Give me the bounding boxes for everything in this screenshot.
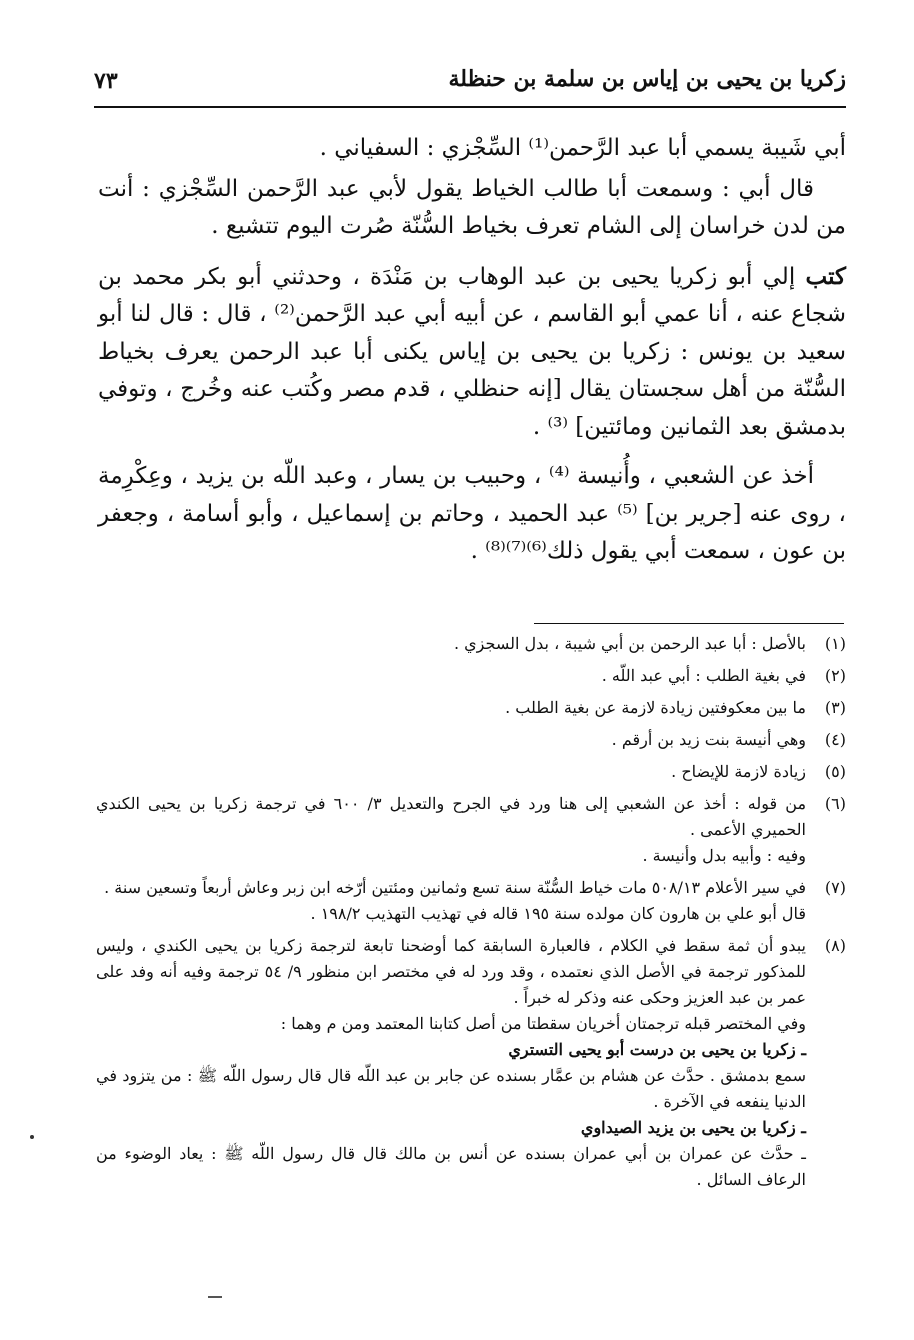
footnote-7	[96, 875, 846, 927]
footnote-number: (٥)	[824, 762, 846, 781]
footnote-divider	[534, 623, 844, 624]
footnote-5	[96, 759, 846, 785]
footnote-1	[96, 631, 846, 657]
footnote-3	[96, 695, 846, 721]
running-header	[94, 58, 846, 108]
footnote-2	[96, 663, 846, 689]
paragraph-1: أبي شَيبة يسمي أبا عبد الرَّحمن⁽¹⁾ السِّجْزي : السفياني .	[319, 135, 846, 161]
paragraph-4	[98, 458, 846, 571]
running-title: زكريا بن يحيى بن إياس بن سلمة بن حنظلة	[448, 66, 846, 92]
footnote-4	[96, 727, 846, 753]
footnote-line: من قوله : أخذ عن الشعبي إلى هنا ورد في الجرح والتعديل ٣/ ٦٠٠ في ترجمة زكريا بن يحيى الكندي الحميري الأعمى .	[96, 794, 807, 839]
footnote-number: (٤)	[824, 730, 846, 749]
footnote-subheading: ـ زكريا بن يحيى بن درست أبو يحيى التستري	[508, 1040, 806, 1059]
footnote-number: (٦)	[824, 794, 846, 813]
footnote-6	[96, 791, 846, 869]
footnote-line: ـ حدَّث عن عمران بن أبي عمران بسنده عن أنس بن مالك قال قال رسول اللّه ﷺ : يعاد الوضوء من الرعاف السائل .	[96, 1144, 806, 1189]
paragraph-3-text: إلي أبو زكريا يحيى بن عبد الوهاب بن مَنْدَة ، وحدثني أبو بكر محمد بن شجاع عنه ، أنا عمي أبو القاسم ، عن أبيه أبي عبد الرَّحمن⁽²⁾ ، قال : قال لنا أبو سعيد بن يونس : زكريا بن يحيى بن إياس يكنى أبا عبد الرحمن يعرف بخياط السُّنّة من أهل سجستان يقال [إنه حنظلي ، قدم مصر وكُتب عنه وخُرج ، وتوفي بدمشق بعد الثمانين ومائتين] ⁽³⁾ .	[98, 263, 846, 440]
footnote-number: (١)	[824, 634, 846, 653]
paragraph-3-lead-word: كتب	[805, 262, 846, 290]
footnote-8	[96, 933, 846, 1193]
footnote-line: في سير الأعلام ٥٠٨/١٣ مات خياط السُّنّة سنة تسع وثمانين ومئتين أرّخه ابن زبر وعاش أربعاً وتسعين سنة .	[104, 878, 806, 897]
paragraph-2-text: قال أبي : وسمعت أبا طالب الخياط يقول لأبي عبد الرَّحمن السِّجْزي : أنت من لدن خراسان إلى الشام تعرف بخياط السُّنّة صُرت اليوم تتشيع .	[98, 175, 846, 239]
footnote-line: في بغية الطلب : أبي عبد اللّه .	[601, 666, 806, 685]
paragraph-4-text: أخذ عن الشعبي ، وأُنيسة ⁽⁴⁾ ، وحبيب بن يسار ، وعبد اللّه بن يزيد ، وعِكْرِمة ، روى عنه [جرير بن] ⁽⁵⁾ عبد الحميد ، وحاتم بن إسماعيل ، وأبو أسامة ، وجعفر بن عون ، سمعت أبي يقول ذلك⁽⁶⁾⁽⁷⁾⁽⁸⁾ .	[98, 463, 846, 564]
footnote-line: ما بين معكوفتين زيادة لازمة عن بغية الطلب .	[505, 698, 806, 717]
footnote-line: وفي المختصر قبله ترجمتان أخريان سقطتا من أصل كتابنا المعتمد ومن م وهما :	[280, 1014, 806, 1033]
footnote-number: (٢)	[824, 666, 846, 685]
footnote-number: (٣)	[824, 698, 846, 717]
footnote-subheading: ـ زكريا بن يحيى بن يزيد الصيداوي	[580, 1118, 806, 1137]
footnote-line: وهي أنيسة بنت زيد بن أرقم .	[611, 730, 806, 749]
page-number: ٧٣	[94, 68, 118, 94]
footnotes	[96, 631, 846, 1199]
footnote-line: زيادة لازمة للإيضاح .	[671, 762, 806, 781]
footnote-line: بالأصل : أبا عبد الرحمن بن أبي شيبة ، بدل السجزي .	[453, 634, 806, 653]
footnote-line: قال أبو علي بن هارون كان مولده سنة ١٩٥ قاله في تهذيب التهذيب ١٩٨/٢ .	[310, 904, 806, 923]
main-text	[98, 130, 846, 571]
footnote-line: يبدو أن ثمة سقط في الكلام ، فالعبارة السابقة كما أوضحنا تابعة لترجمة زكريا بن يحيى الكندي ، وليس للمذكور ترجمة في الأصل الذي نعتمده ، وقد ورد له في مختصر ابن منظور ٩/ ٥٤ ترجمة وفيه أنه وفد على عمر بن عبد العزيز وحكى عنه وذكر له خبراً .	[96, 936, 807, 1007]
footnote-number: (٨)	[824, 936, 846, 955]
scan-mark	[208, 1296, 222, 1298]
footnote-number: (٧)	[824, 878, 846, 897]
paragraph-2	[98, 171, 846, 246]
paragraph-3	[98, 258, 846, 447]
footnote-line: وفيه : وأبيه بدل وأنيسة .	[642, 846, 806, 865]
scan-speck	[30, 1135, 34, 1139]
footnote-line: سمع بدمشق . حدَّث عن هشام بن عمَّار بسنده عن جابر بن عبد اللّه قال قال رسول اللّه ﷺ : من يتزود في الدنيا ينفعه في الآخرة .	[96, 1066, 806, 1111]
